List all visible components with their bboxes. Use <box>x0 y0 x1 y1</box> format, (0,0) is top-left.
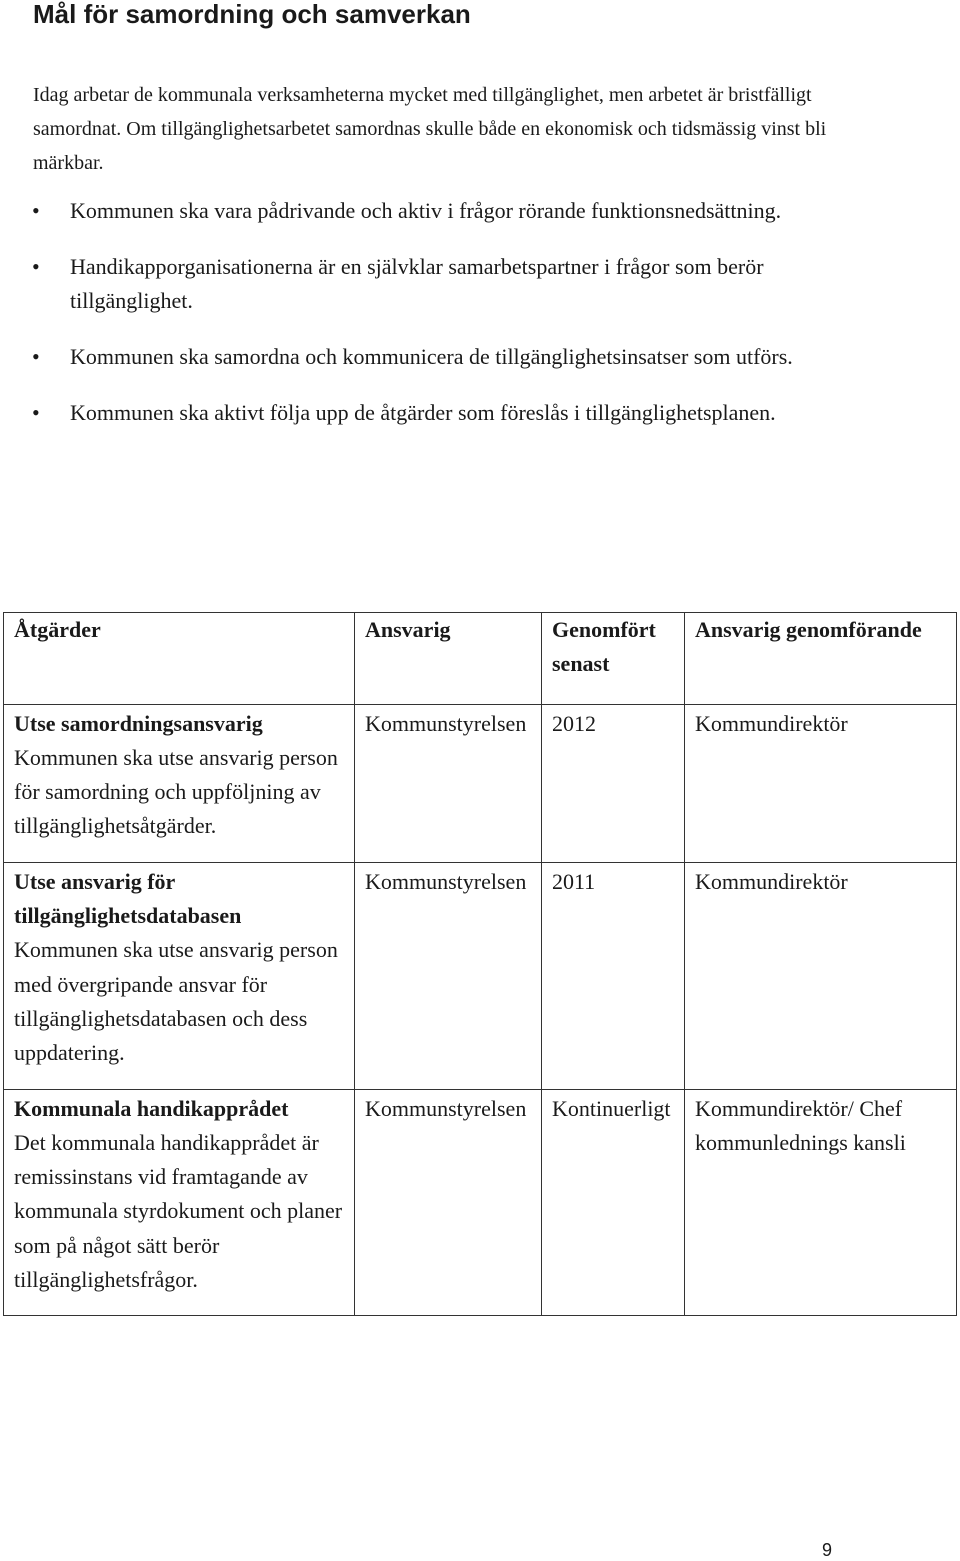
deadline-cell: Kontinuerligt <box>542 1089 685 1316</box>
executor-cell: Kommundirektör <box>685 704 957 862</box>
deadline-cell: 2012 <box>542 704 685 862</box>
table-header-row <box>4 613 957 705</box>
goals-list <box>30 194 860 452</box>
action-description: Kommunen ska utse ansvarig person för samordning och uppföljning av tillgänglighetsåtgärder. <box>14 744 338 839</box>
goal-text: Kommunen ska aktivt följa upp de åtgärder som föreslås i tillgänglighetsplanen. <box>70 400 776 425</box>
table-row <box>4 704 957 862</box>
actions-table <box>3 612 957 1316</box>
deadline-cell: 2011 <box>542 862 685 1089</box>
page-title: Mål för samordning och samverkan <box>33 0 471 29</box>
executor-cell: Kommundirektör <box>685 862 957 1089</box>
bullet-icon: • <box>32 198 40 223</box>
table-row <box>4 1089 957 1316</box>
intro-paragraph: Idag arbetar de kommunala verksamheterna mycket med tillgänglighet, men arbetet är bristfälligt samordnat. Om tillgänglighetsarbetet samordnas skulle både en ekonomisk och tidsmässig vinst bli märkbar. <box>33 84 827 174</box>
list-item <box>30 194 860 228</box>
action-title: Utse ansvarig för tillgänglighetsdatabasen <box>14 868 242 929</box>
action-title: Kommunala handikapprådet <box>14 1095 289 1121</box>
executor-cell: Kommundirektör/ Chef kommunlednings kansli <box>685 1089 957 1316</box>
action-cell <box>4 1089 355 1316</box>
goal-text: Kommunen ska samordna och kommunicera de tillgänglighetsinsatser som utförs. <box>70 344 793 369</box>
goal-text: Kommunen ska vara pådrivande och aktiv i frågor rörande funktionsnedsättning. <box>70 198 782 223</box>
responsible-cell: Kommunstyrelsen <box>355 1089 542 1316</box>
action-cell <box>4 704 355 862</box>
bullet-icon: • <box>32 254 40 279</box>
action-description: Kommunen ska utse ansvarig person med övergripande ansvar för tillgänglighetsdatabasen och dess uppdatering. <box>14 937 338 1066</box>
action-title: Utse samordningsansvarig <box>14 710 263 736</box>
action-description: Det kommunala handikapprådet är remissinstans vid framtagande av kommunala styrdokument och planer som på något sätt berör tillgänglighetsfrågor. <box>14 1129 343 1293</box>
header-genomfort-senast: Genomfört senast <box>542 613 685 705</box>
responsible-cell: Kommunstyrelsen <box>355 704 542 862</box>
page-number: 9 <box>822 1540 833 1560</box>
header-ansvarig: Ansvarig <box>355 613 542 705</box>
header-ansvarig-genomforande: Ansvarig genomförande <box>685 613 957 705</box>
list-item <box>30 250 860 318</box>
list-item <box>30 396 860 430</box>
bullet-icon: • <box>32 344 40 369</box>
table-row <box>4 862 957 1089</box>
responsible-cell: Kommunstyrelsen <box>355 862 542 1089</box>
header-atgarder: Åtgärder <box>4 613 355 705</box>
goal-text: Handikapporganisationerna är en självklar samarbetspartner i frågor som berör tillgänglighet. <box>70 254 764 313</box>
action-cell <box>4 862 355 1089</box>
bullet-icon: • <box>32 400 40 425</box>
list-item <box>30 340 860 374</box>
